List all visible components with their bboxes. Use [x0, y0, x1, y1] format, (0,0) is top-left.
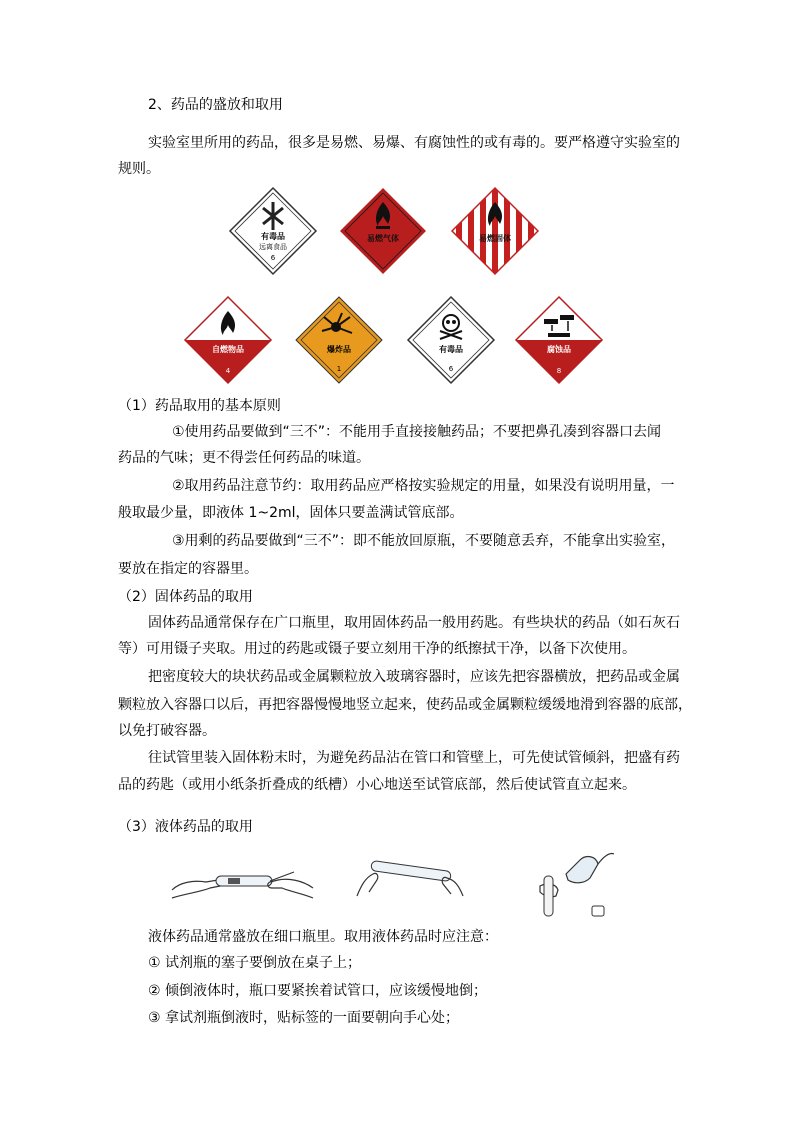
toxic-diamond-icon	[228, 186, 318, 276]
sign-number: 6	[270, 254, 276, 262]
sign-number: 8	[556, 367, 562, 375]
intro-line-1: 实验室里所用的药品，很多是易燃、易爆、有腐蚀性的或有毒的。要严格遵守实验室的	[148, 135, 680, 151]
hazard-sign-explosive	[294, 295, 384, 385]
list-item: ① 试剂瓶的塞子要倒放在桌子上；	[148, 955, 362, 971]
section-3-title: （3）液体药品的取用	[118, 819, 253, 835]
sign-caption: 腐蚀品	[547, 345, 571, 354]
sign-caption: 易燃气体	[367, 234, 399, 243]
paragraph-line: 液体药品通常盛放在细口瓶里。取用液体药品时应注意：	[148, 929, 498, 945]
hands-test-tube-illustration	[170, 858, 315, 903]
paragraph-line: 等）可用镊子夹取。用过的药匙或镊子要立刻用干净的纸擦拭干净，以备下次使用。	[118, 641, 636, 657]
hazard-sign-flammable-solid	[450, 186, 540, 276]
sign-number: 1	[336, 365, 342, 373]
section-heading: 2、药品的盛放和取用	[148, 97, 283, 113]
sign-caption: 自燃物品	[212, 345, 244, 354]
pouring-reagent-illustration	[520, 846, 615, 921]
list-item: ③ 拿试剂瓶倒液时，贴标签的一面要朝向手心处；	[148, 1010, 459, 1026]
hazard-sign-corrosive	[514, 295, 604, 385]
paragraph-line: 把密度较大的块状药品或金属颗粒放入玻璃容器时，应该先把容器横放，把药品或金属	[148, 669, 680, 685]
paragraph-line: 固体药品通常保存在广口瓶里，取用固体药品一般用药匙。有些块状的药品（如石灰石	[148, 615, 680, 631]
hands-tilted-tube-illustration	[355, 852, 465, 902]
sign-subcaption: 远离食品	[259, 243, 287, 251]
paragraph-line: ②取用药品注意节约：取用药品应严格按实验规定的用量，如果没有说明用量，一	[172, 478, 675, 494]
sign-caption: 易燃固体	[479, 234, 511, 243]
sign-number: 4	[225, 367, 231, 375]
paragraph-line: ③用剩的药品要做到“三不”：即不能放回原瓶，不要随意丢弃，不能拿出实验室，	[172, 533, 676, 549]
hazard-sign-toxic	[406, 295, 496, 385]
section-1-title: （1）药品取用的基本原则	[118, 398, 281, 414]
paragraph-line: 颗粒放入容器口以后，再把容器慢慢地竖立起来，使药品或金属颗粒缓缓地滑到容器的底部，	[118, 697, 692, 713]
striped-flame-diamond-icon	[450, 186, 540, 276]
list-item: ② 倾倒液体时，瓶口要紧挨着试管口，应该缓慢地倒；	[148, 983, 487, 999]
paragraph-line: 药品的气味；更不得尝任何药品的味道。	[118, 450, 370, 466]
hazard-sign-toxic-food	[228, 186, 318, 276]
sign-number: 6	[448, 365, 454, 373]
hazard-sign-flammable-gas	[338, 186, 428, 276]
paragraph-line: 以免打破容器。	[118, 723, 216, 739]
sign-caption: 有毒品	[439, 345, 463, 354]
sign-caption: 有毒品	[261, 232, 285, 241]
sign-caption: 爆炸品	[327, 345, 351, 354]
hazard-sign-spontaneous	[183, 295, 273, 385]
paragraph-line: 品的药匙（或用小纸条折叠成的纸槽）小心地送至试管底部，然后使试管直立起来。	[118, 777, 636, 793]
flame-diamond-icon	[338, 186, 428, 276]
paragraph-line: 般取最少量，即液体 1~2ml，固体只要盖满试管底部。	[118, 505, 464, 521]
section-2-title: （2）固体药品的取用	[118, 589, 253, 605]
paragraph-line: ①使用药品要做到“三不”：不能用手直接接触药品；不要把鼻孔凑到容器口去闻	[172, 424, 662, 440]
intro-line-2: 规则。	[118, 161, 160, 177]
paragraph-line: 要放在指定的容器里。	[118, 561, 258, 577]
paragraph-line: 往试管里装入固体粉末时，为避免药品沾在管口和管壁上，可先使试管倾斜，把盛有药	[148, 750, 680, 766]
